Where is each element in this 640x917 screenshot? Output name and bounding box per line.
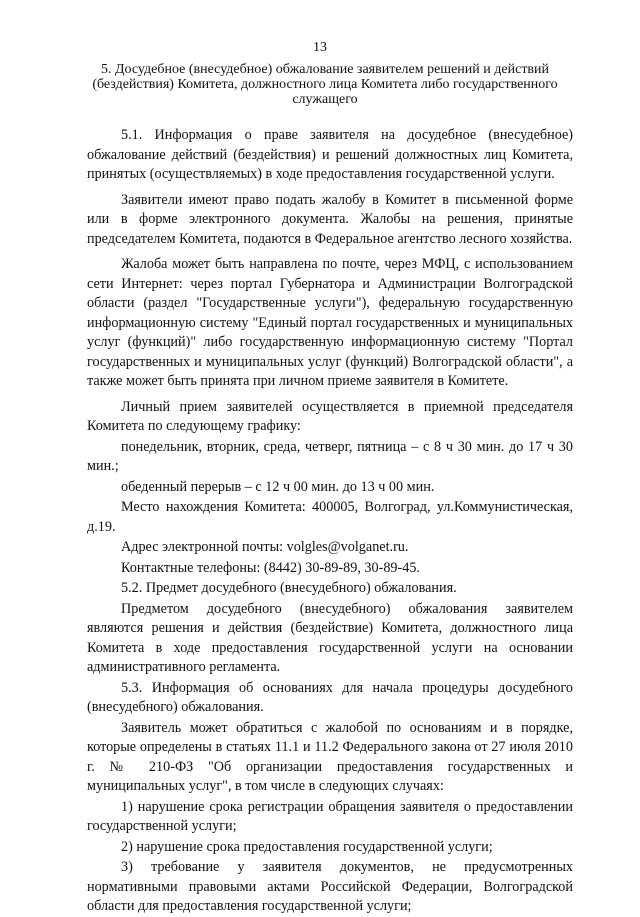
section-heading: 5. Досудебное (внесудебное) обжалование заявителем решений и действий (бездействия) Комитета, должностного лица Комитета либо государственного служащего xyxy=(92,62,558,107)
page-number: 13 xyxy=(313,40,327,55)
list-item-3: 3) требование у заявителя документов, не предусмотренных нормативными правовыми актами Российской Федерации, Волгоградской области для предоставления государственной услуги; xyxy=(87,859,573,914)
paragraph-5-2: 5.2. Предмет досудебного (внесудебного) обжалования. xyxy=(121,580,457,596)
paragraph-lunch-break: обеденный перерыв – с 12 ч 00 мин. до 13 ч 00 мин. xyxy=(121,478,435,495)
paragraph-5-3: 5.3. Информация об основаниях для начала процедуры досудебного (внесудебного) обжалования. xyxy=(87,679,573,715)
paragraph-email: Адрес электронной почты: volgles@volganet.ru. xyxy=(121,539,409,555)
paragraph-complaint-channels: Жалоба может быть направлена по почте, через МФЦ, с использованием сети Интернет: через портал Губернатора и Администрации Волгоградской области (раздел "Государственные услуги"), федеральную государственную информационную систему "Единый портал государственных и муниципальных услуг (функций)" либо государственную информационную систему "Портал государственных и муниципальных услуг (функций) Волгоградской области", а также может быть принята при личном приеме заявителя в Комитете. xyxy=(87,256,573,389)
paragraph-5-1: 5.1. Информация о праве заявителя на досудебное (внесудебное) обжалование действий (бездействия) и решений должностных лиц Комитета, принятых (осуществляемых) в ходе предоставления государственной услуги. xyxy=(87,127,573,182)
paragraph-working-days: понедельник, вторник, среда, четверг, пятница – с 8 ч 30 мин. до 17 ч 30 мин.; xyxy=(87,438,573,474)
paragraph-complaint-right: Заявители имеют право подать жалобу в Комитет в письменной форме или в форме электронного документа. Жалобы на решения, принятые председателем Комитета, подаются в Федеральное агентство лесного хозяйства. xyxy=(87,191,573,247)
paragraph-subject-of-appeal: Предметом досудебного (внесудебного) обжалования заявителем являются решения и действия (бездействие) Комитета, должностного лица Комитета в ходе предоставления государственной услуги на основании административного регламента. xyxy=(87,600,573,675)
paragraph-grounds: Заявитель может обратиться с жалобой по основаниям и в порядке, которые определены в статьях 11.1 и 11.2 Федерального закона от 27 июля 2010 г. № 210-ФЗ "Об организации предоставления государственных и муниципальных услуг", в том числе в следующих случаях: xyxy=(87,719,573,794)
list-item-2: 2) нарушение срока предоставления государственной услуги; xyxy=(121,838,493,855)
paragraph-reception-schedule: Личный прием заявителей осуществляется в приемной председателя Комитета по следующему графику: xyxy=(87,398,573,434)
paragraph-phones: Контактные телефоны: (8442) 30-89-89, 30-89-45. xyxy=(121,559,420,576)
list-item-1: 1) нарушение срока регистрации обращения заявителя о предоставлении государственной услуги; xyxy=(87,798,573,834)
paragraph-address: Место нахождения Комитета: 400005, Волгоград, ул.Коммунистическая, д.19. xyxy=(87,499,573,535)
document-body xyxy=(87,120,573,917)
